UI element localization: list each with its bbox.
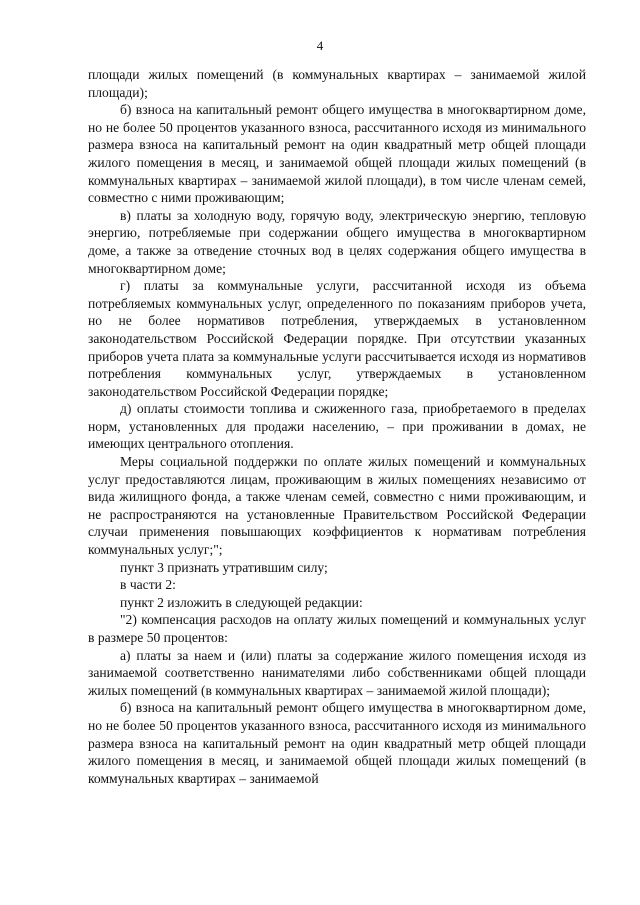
paragraph-social-support: Меры социальной поддержки по оплате жилых помещений и коммунальных услуг предоставляются лицам, проживающим в жилых помещениях независимо от вида жилищного фонда, а также членам семей, совместно с ними проживающим, и не распространяются на установленные Правительством Российской Федерации случаи применения повышающих коэффициентов к нормативам потребления коммунальных услуг;"; <box>88 454 586 558</box>
paragraph-item-d: д) оплаты стоимости топлива и сжиженного газа, приобретаемого в пределах норм, установленных для продажи населению, – при проживании в домах, не имеющих центрального отопления. <box>88 401 586 452</box>
paragraph-item-v: в) платы за холодную воду, горячую воду, электрическую энергию, тепловую энергию, потребляемые при содержании общего имущества в многоквартирном доме, а также за отведение сточных вод в целях содержания общего имущества в многоквартирном доме; <box>88 207 586 276</box>
paragraph-item-a: а) платы за наем и (или) платы за содержание жилого помещения исходя из занимаемой соответственно нанимателями либо собственниками общей площади жилых помещений (в коммунальных квартирах – занимаемой жилой площади); <box>88 647 586 698</box>
document-body <box>88 66 586 787</box>
paragraph-item-b: б) взноса на капитальный ремонт общего имущества в многоквартирном доме, но не более 50 процентов указанного взноса, рассчитанного исходя из минимального размера взноса на капитальный ремонт на один квадратный метр общей площади жилого помещения в месяц, и занимаемой общей площади жилых помещений (в коммунальных квартирах – занимаемой жилой площади), в том числе членам семей, совместно с ними проживающим; <box>88 102 586 206</box>
paragraph-point-3: пункт 3 признать утратившим силу; <box>120 559 328 575</box>
paragraph-part-2: в части 2: <box>120 577 176 593</box>
paragraph-compensation: "2) компенсация расходов на оплату жилых помещений и коммунальных услуг в размере 50 процентов: <box>88 612 586 645</box>
page-number: 4 <box>316 38 324 53</box>
paragraph-item-b-repeat: б) взноса на капитальный ремонт общего имущества в многоквартирном доме, но не более 50 процентов указанного взноса, рассчитанного исходя из минимального размера взноса на капитальный ремонт на один квадратный метр общей площади жилого помещения в месяц, и занимаемой общей площади жилых помещений (в коммунальных квартирах – занимаемой <box>88 700 586 786</box>
paragraph-item-g: г) платы за коммунальные услуги, рассчитанной исходя из объема потребляемых коммунальных услуг, определенного по показаниям приборов учета, но не более нормативов потребления, утверждаемых в установленном законодательством Российской Федерации порядке. При отсутствии указанных приборов учета плата за коммунальные услуги рассчитывается исходя из нормативов потребления коммунальных услуг, утверждаемых в установленном законодательством Российской Федерации порядке; <box>88 278 586 399</box>
paragraph-continuation: площади жилых помещений (в коммунальных квартирах – занимаемой жилой площади); <box>88 67 586 100</box>
paragraph-point-2-intro: пункт 2 изложить в следующей редакции: <box>120 594 363 610</box>
